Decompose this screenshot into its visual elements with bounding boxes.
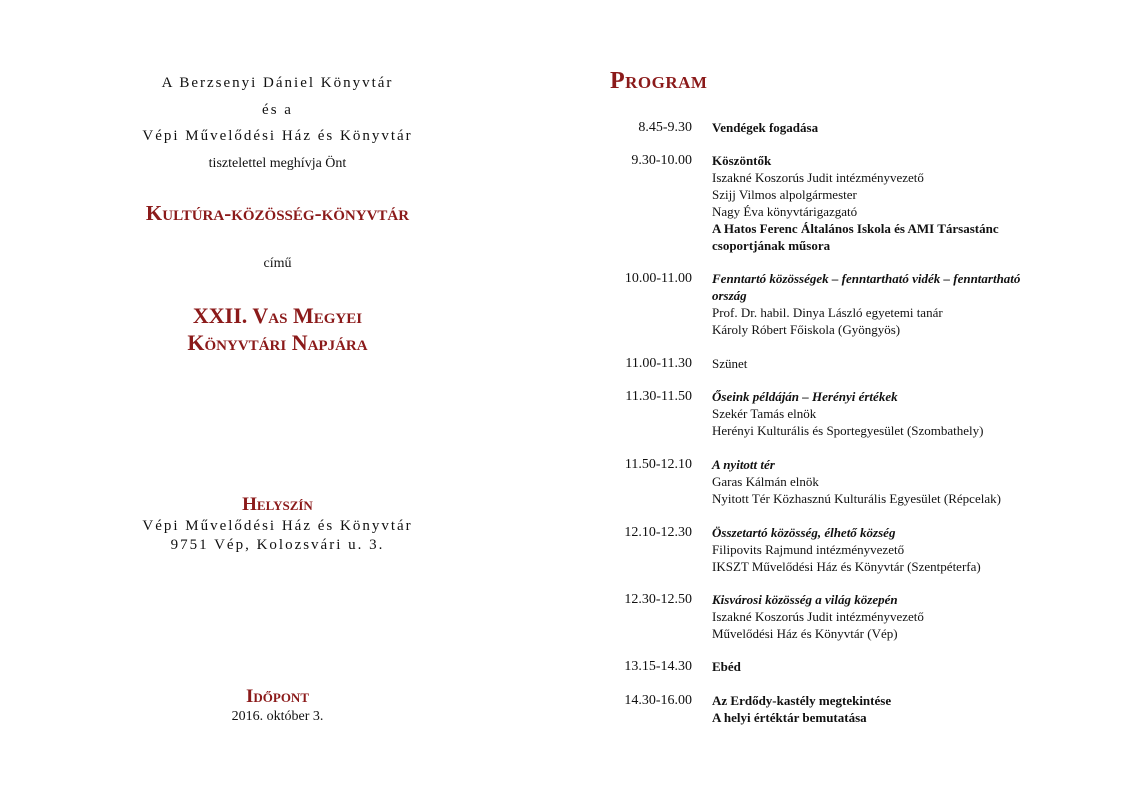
program-line: Összetartó közösség, élhető község	[712, 525, 896, 540]
program-line: Ebéd	[712, 659, 741, 674]
program-time: 12.30-12.50	[624, 592, 692, 607]
program-line: Károly Róbert Főiskola (Gyöngyös)	[712, 322, 901, 337]
program-line: Az Erdődy-kastély megtekintése	[712, 693, 892, 708]
program-line: Vendégek fogadása	[712, 120, 819, 135]
date-value: 2016. október 3.	[231, 709, 324, 724]
program-title: Program	[610, 68, 708, 94]
conjunction-line: és a	[262, 102, 293, 118]
program-time: 14.30-16.00	[624, 693, 692, 708]
program-line: A helyi értéktár bemutatása	[712, 710, 867, 725]
program-time: 11.50-12.10	[624, 457, 692, 472]
program-time: 11.30-11.50	[625, 389, 692, 404]
program-line: csoportjának műsora	[712, 238, 831, 253]
program-time: 13.15-14.30	[624, 659, 692, 674]
program-line: Filipovits Rajmund intézményvezető	[712, 542, 905, 557]
date-heading: Időpont	[245, 686, 309, 707]
program-line: ország	[712, 288, 747, 303]
program-line: Iszakné Koszorús Judit intézményvezető	[712, 609, 924, 624]
program-line: Garas Kálmán elnök	[712, 474, 819, 489]
program-time: 10.00-11.00	[624, 271, 692, 286]
program-time: 9.30-10.00	[631, 153, 692, 168]
program-line: Nyitott Tér Közhasznú Kulturális Egyesület (Répcelak)	[712, 491, 1001, 506]
program-line: Iszakné Koszorús Judit intézményvezető	[712, 170, 924, 185]
event-name-line2: Könyvtári Napjára	[187, 330, 368, 355]
event-name-line1: XXII. Vas Megyei	[192, 303, 363, 328]
program-line: Köszöntők	[712, 153, 772, 168]
invite-line: tisztelettel meghívja Önt	[208, 156, 347, 171]
program-line: Fenntartó közösségek – fenntartható vidék – fenntartható	[712, 271, 1021, 286]
program-time: 12.10-12.30	[624, 525, 692, 540]
cimu-label: című	[263, 256, 292, 271]
program-line: Nagy Éva könyvtárigazgató	[712, 204, 858, 219]
program-line: Herényi Kulturális és Sportegyesület (Szombathely)	[712, 423, 984, 438]
program-time: 8.45-9.30	[638, 120, 692, 135]
location-name: Vépi Művelődési Ház és Könyvtár	[142, 518, 413, 534]
co-organizer-line: Vépi Művelődési Ház és Könyvtár	[142, 128, 413, 144]
program-line: Prof. Dr. habil. Dinya László egyetemi tanár	[712, 305, 943, 320]
program-line: Szekér Tamás elnök	[712, 406, 817, 421]
program-line: IKSZT Művelődési Ház és Könyvtár (Szentpéterfa)	[712, 559, 981, 574]
program-line: Művelődési Ház és Könyvtár (Vép)	[712, 626, 898, 641]
program-line: A Hatos Ferenc Általános Iskola és AMI Társastánc	[712, 221, 999, 236]
program-time: 11.00-11.30	[625, 356, 692, 371]
location-address: 9751 Vép, Kolozsvári u. 3.	[170, 537, 385, 553]
location-heading: Helyszín	[242, 494, 313, 515]
organizer-line: A Berzsenyi Dániel Könyvtár	[161, 75, 394, 91]
invitation-panel	[0, 0, 555, 794]
program-line: Szijj Vilmos alpolgármester	[712, 187, 857, 202]
event-title: Kultúra-közösség-könyvtár	[145, 201, 410, 225]
program-line: A nyitott tér	[712, 457, 775, 472]
program-line: Kisvárosi közösség a világ közepén	[712, 592, 898, 607]
program-line: Szünet	[712, 356, 748, 371]
program-line: Őseink példáján – Herényi értékek	[712, 389, 898, 404]
